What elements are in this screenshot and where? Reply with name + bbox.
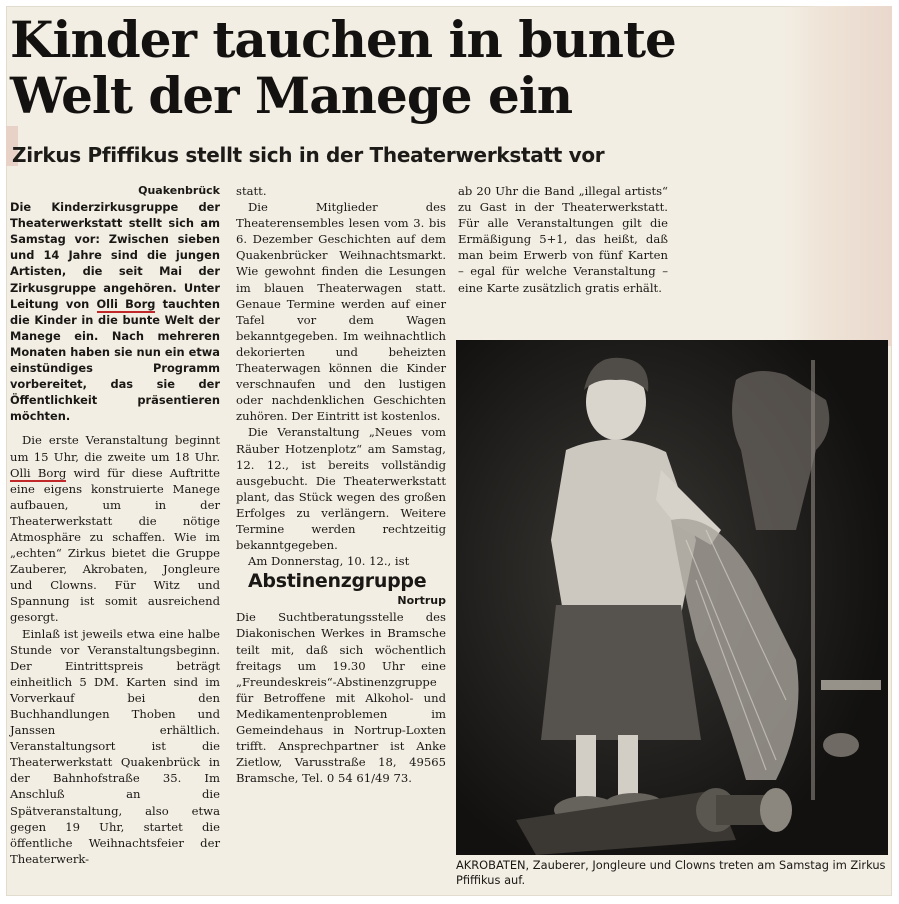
article-photo (456, 340, 888, 855)
paragraph: Die Mitglieder des Theaterensembles lesen vom 3. bis 6. Dezember Geschichten auf dem Quakenbrücker Weihnachtsmarkt. Wie gewohnt finden die Lesungen im blauen Theaterwagen statt. Genaue Termine werden auf einer Tafel vor dem Wagen bekanntgegeben. Im weihnachtlich dekorierten und beheizten Theaterwagen können die Kinder verschnaufen und den lustigen oder nachdenklichen Geschichten zuhören. Der Eintritt ist kostenlos. (236, 200, 446, 424)
section-paragraph: Die Suchtberatungsstelle des Diakonischen Werkes in Bramsche teilt mit, daß sich wöchentlich freitags um 19.30 Uhr eine „Freundeskreis“-Abstinenzgruppe für Betroffene mit Alkohol- und Medikamentenproblemen im Gemeindehaus in Nortrup-Loxten trifft. Ansprechpartner ist Anke Zietlow, Varusstraße 18, 49565 Bramsche, Tel. 0 54 61/49 73. (236, 610, 446, 786)
column-1 (10, 183, 220, 867)
para-text-a: Die erste Veranstaltung beginnt um 15 Uhr, die zweite um 18 Uhr. (10, 433, 220, 464)
paragraph: Die Veranstaltung „Neues vom Räuber Hotzenplotz“ am Samstag, 12. 12., ist bereits vollständig ausgebucht. Die Theaterwerkstatt plant, das Stück wegen des großen Erfolges zu verlängern. Weitere Termine werden rechtzeitig bekanntgegeben. (236, 425, 446, 553)
section-location: Nortrup (397, 594, 446, 608)
adjacent-page-bleed (782, 6, 892, 346)
dateline-location: Quakenbrück (138, 184, 220, 197)
photo-caption: AKROBATEN, Zauberer, Jongleure und Clowns treten am Samstag im Zirkus Pfiffikus auf. (456, 858, 886, 887)
paragraph: Am Donnerstag, 10. 12., ist (248, 554, 410, 569)
lead-paragraph (10, 199, 220, 424)
para-text-b: wird für diese Auftritte eine eigens konstruierte Manege aufbauen, um in der Theaterwerkstatt die nötige Atmosphäre zu schaffen. Wie im „echten“ Zirkus bietet die Gruppe Zauberer, Akrobaten, Jongleure und Clowns. Für Witz und Spannung ist somit ausreichend gesorgt. (10, 465, 220, 625)
highlighted-name: Olli Borg (96, 296, 156, 311)
subheadline: Zirkus Pfiffikus stellt sich in der Theaterwerkstatt vor (12, 143, 605, 167)
column-3 (458, 183, 668, 296)
paragraph: Einlaß ist jeweils etwa eine halbe Stunde vor Veranstaltungsbeginn. Der Eintrittspreis beträgt einheitlich 5 DM. Karten sind im Vorverkauf bei den Buchhandlungen Thoben und Janssen erhältlich. Veranstaltungsort ist die Theaterwerkstatt Quakenbrück in der Bahnhofstraße 35. Im Anschluß an die Spätveranstaltung, also etwa gegen 19 Uhr, startet die öffentliche Weihnachtsfeier der Theaterwerk- (10, 626, 220, 866)
headline: Kinder tauchen in bunte Welt der Manege ein (10, 10, 676, 125)
paragraph: statt. (236, 184, 267, 198)
column-2 (236, 183, 446, 786)
lead-text-b: tauchten die Kinder in die bunte Welt der Manege ein. Nach mehreren Monaten haben sie nun ein etwa einstündiges Programm vorbereitet, das sie der Öffentlichkeit präsentieren möchten. (10, 296, 220, 424)
paragraph (10, 432, 220, 625)
photo-illustration (456, 340, 888, 855)
section-heading: Abstinenzgruppe (248, 570, 427, 593)
lead-text-a: Die Kinderzirkusgruppe der Theaterwerkstatt stellt sich am Samstag vor: Zwischen sieben und 14 Jahre sind die jungen Artisten, die seit Mai der Zirkusgruppe angehören. Unter Leitung von (10, 200, 220, 311)
highlighted-name: Olli Borg (10, 465, 67, 480)
paragraph: ab 20 Uhr die Band „illegal artists“ zu Gast in der Theaterwerkstatt. Für alle Veranstaltungen gilt die Ermäßigung 5+1, das heißt, daß man beim Erwerb von fünf Karten – egal für welche Veranstaltung – eine Karte zusätzlich gratis erhält. (458, 184, 668, 295)
